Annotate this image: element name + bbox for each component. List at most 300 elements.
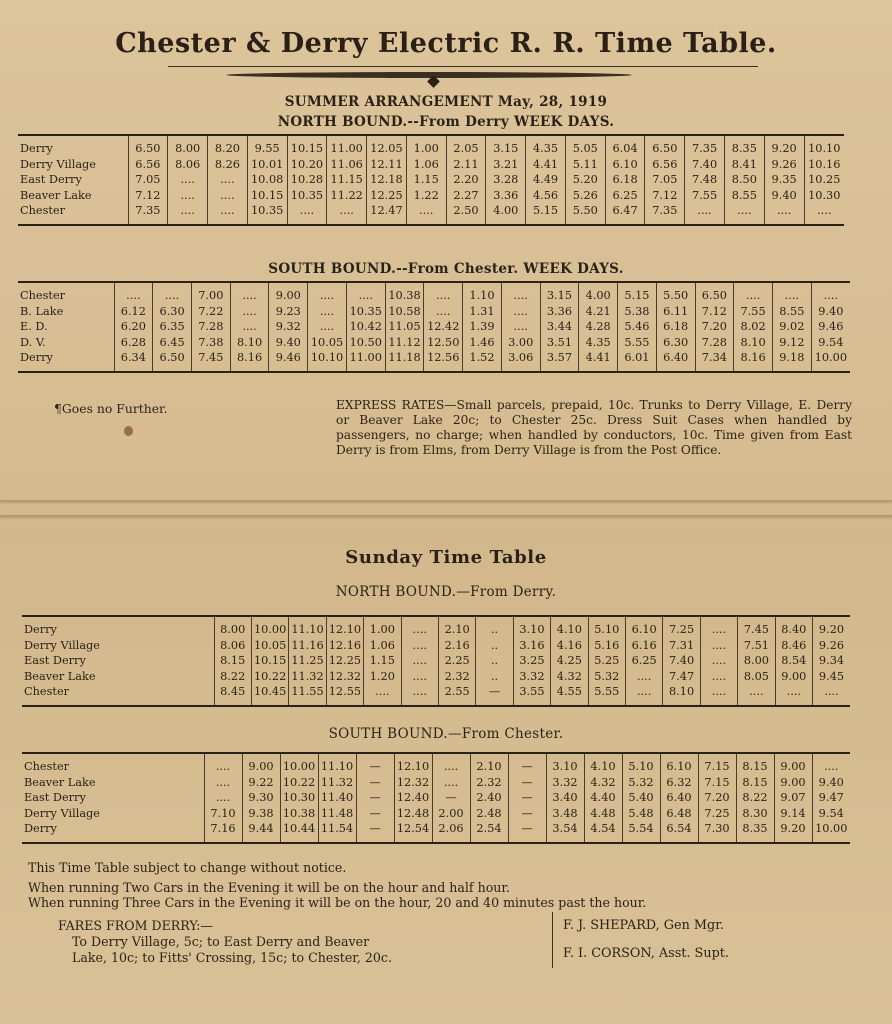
padding-cell — [356, 837, 394, 843]
padding-cell — [508, 837, 546, 843]
time-cell: 10.15 — [287, 141, 327, 157]
fares-heading: FARES FROM DERRY:— — [58, 918, 213, 933]
time-cell: 5.25 — [588, 653, 625, 669]
time-cell: 6.18 — [605, 172, 645, 188]
time-cell: 2.50 — [446, 203, 486, 219]
time-cell: 8.16 — [734, 350, 773, 366]
time-cell: 8.22 — [214, 669, 251, 685]
padding-cell — [438, 700, 475, 706]
table-row — [22, 759, 850, 775]
time-cell: .... — [501, 304, 540, 320]
table-row — [18, 203, 844, 219]
padding-cell — [546, 837, 584, 843]
time-cell: 12.40 — [394, 790, 432, 806]
time-cell: 9.40 — [269, 335, 308, 351]
time-cell: 5.05 — [565, 141, 605, 157]
time-cell: 3.25 — [513, 653, 550, 669]
time-cell: 1.06 — [406, 157, 446, 173]
time-cell: 11.22 — [327, 188, 367, 204]
time-cell: 11.54 — [318, 821, 356, 837]
time-cell: 11.48 — [318, 806, 356, 822]
time-cell: 4.35 — [526, 141, 566, 157]
weekday-north-heading: NORTH BOUND.--From Derry WEEK DAYS. — [277, 114, 615, 130]
table-row — [22, 684, 850, 700]
time-cell: 11.18 — [385, 350, 424, 366]
time-cell: 4.00 — [486, 203, 526, 219]
table-row — [22, 653, 850, 669]
time-cell: 10.08 — [247, 172, 287, 188]
title-underline — [168, 66, 758, 67]
padding-cell — [463, 366, 502, 372]
time-cell: 10.30 — [280, 790, 318, 806]
sunday-south-table — [22, 752, 850, 844]
time-cell: 10.16 — [804, 157, 844, 173]
time-cell: 8.10 — [663, 684, 700, 700]
table-padding-row — [18, 366, 850, 372]
sunday-title: Sunday Time Table — [345, 547, 547, 568]
time-cell: .... — [813, 684, 851, 700]
padding-cell — [698, 837, 736, 843]
time-cell: 10.05 — [308, 335, 347, 351]
time-cell: 7.34 — [695, 350, 734, 366]
time-cell: 10.38 — [385, 288, 424, 304]
time-cell: 5.32 — [588, 669, 625, 685]
padding-cell — [476, 700, 513, 706]
time-cell: 5.32 — [622, 775, 660, 791]
time-cell: 5.10 — [622, 759, 660, 775]
time-cell: .... — [401, 622, 438, 638]
padding-cell — [446, 219, 486, 225]
time-cell: 7.31 — [663, 638, 700, 654]
time-cell: 4.32 — [551, 669, 588, 685]
time-cell: 6.20 — [114, 319, 153, 335]
time-cell: 10.15 — [251, 653, 288, 669]
time-cell: 10.00 — [811, 350, 850, 366]
time-cell: 4.16 — [551, 638, 588, 654]
time-cell: .... — [230, 288, 269, 304]
general-manager: F. J. SHEPARD, Gen Mgr. — [563, 918, 724, 933]
padding-cell — [618, 366, 657, 372]
time-cell: 4.25 — [551, 653, 588, 669]
time-cell: 7.47 — [663, 669, 700, 685]
time-cell: 6.04 — [605, 141, 645, 157]
time-cell: .... — [772, 288, 811, 304]
padding-cell — [772, 366, 811, 372]
time-cell: 8.35 — [736, 821, 774, 837]
time-cell: 11.32 — [318, 775, 356, 791]
table-row — [22, 638, 850, 654]
time-cell: 7.20 — [695, 319, 734, 335]
time-cell: 6.10 — [660, 759, 698, 775]
time-cell: 10.25 — [804, 172, 844, 188]
time-cell: — — [356, 821, 394, 837]
time-cell: 3.44 — [540, 319, 579, 335]
time-cell: 10.28 — [287, 172, 327, 188]
time-cell: 8.02 — [734, 319, 773, 335]
time-cell: 12.32 — [394, 775, 432, 791]
sunday-north-table — [22, 615, 850, 707]
time-cell: .... — [308, 319, 347, 335]
time-cell: .... — [775, 684, 812, 700]
time-cell: 10.30 — [804, 188, 844, 204]
station-name: Derry — [24, 623, 57, 637]
time-cell: 11.15 — [327, 172, 367, 188]
time-cell: 3.15 — [486, 141, 526, 157]
time-cell: 9.40 — [812, 775, 850, 791]
express-rates: EXPRESS RATES—Small parcels, prepaid, 10c. Trunks to Derry Village, E. Derry or Beaver Lake 20c; to Chester 25c. Dress Suit Cases when handled by passengers, no charge; when handled by conductors, 10c. Time given from East Derry is from Elms, from Derry Village is from the Post Office. — [336, 398, 852, 457]
table-row — [22, 821, 850, 837]
time-cell: 5.54 — [622, 821, 660, 837]
time-cell: 1.22 — [406, 188, 446, 204]
time-cell: 5.50 — [565, 203, 605, 219]
time-cell: 10.35 — [247, 203, 287, 219]
time-cell: 8.05 — [738, 669, 775, 685]
time-cell: 8.06 — [168, 157, 208, 173]
time-cell: 9.38 — [242, 806, 280, 822]
time-cell: 10.35 — [287, 188, 327, 204]
time-cell: 4.10 — [551, 622, 588, 638]
time-cell: 7.20 — [698, 790, 736, 806]
time-cell: 1.20 — [364, 669, 401, 685]
time-cell: 2.55 — [438, 684, 475, 700]
station-name: East Derry — [20, 173, 82, 187]
time-cell: 9.34 — [813, 653, 851, 669]
padding-cell — [230, 366, 269, 372]
time-cell: .... — [230, 319, 269, 335]
time-cell: 11.00 — [346, 350, 385, 366]
padding-cell — [470, 837, 508, 843]
time-cell: 4.48 — [584, 806, 622, 822]
time-cell: 3.48 — [546, 806, 584, 822]
time-cell: 8.15 — [736, 759, 774, 775]
time-cell: 4.49 — [526, 172, 566, 188]
time-cell: 6.40 — [656, 350, 695, 366]
table-row — [22, 775, 850, 791]
time-cell: 10.35 — [346, 304, 385, 320]
time-cell: .... — [204, 775, 242, 791]
time-cell: 4.21 — [579, 304, 618, 320]
time-cell: 9.47 — [812, 790, 850, 806]
padding-cell — [287, 219, 327, 225]
padding-cell — [406, 219, 446, 225]
time-cell: 10.15 — [247, 188, 287, 204]
time-cell: 7.35 — [645, 203, 685, 219]
time-cell: 6.50 — [645, 141, 685, 157]
padding-cell — [153, 366, 192, 372]
time-cell: .... — [327, 203, 367, 219]
time-cell: 10.20 — [287, 157, 327, 173]
time-cell: 2.16 — [438, 638, 475, 654]
time-cell: 10.00 — [251, 622, 288, 638]
padding-cell — [22, 837, 204, 843]
time-cell: 12.05 — [367, 141, 407, 157]
time-cell: 10.22 — [251, 669, 288, 685]
time-cell: 3.10 — [546, 759, 584, 775]
station-name: Derry — [24, 822, 57, 836]
padding-cell — [22, 700, 214, 706]
time-cell: 6.47 — [605, 203, 645, 219]
time-cell: 7.45 — [191, 350, 230, 366]
time-cell: 4.54 — [584, 821, 622, 837]
time-cell: .... — [764, 203, 804, 219]
time-cell: 10.22 — [280, 775, 318, 791]
station-name: Chester — [24, 760, 70, 774]
officers-block — [552, 912, 729, 968]
time-cell: .... — [401, 638, 438, 654]
station-name: Beaver Lake — [24, 669, 96, 683]
time-cell: .... — [204, 790, 242, 806]
time-cell: 7.12 — [695, 304, 734, 320]
padding-cell — [308, 366, 347, 372]
time-cell: 9.40 — [764, 188, 804, 204]
table-row — [22, 669, 850, 685]
time-cell: 7.30 — [698, 821, 736, 837]
time-cell: 8.10 — [230, 335, 269, 351]
title-ornament — [226, 72, 632, 78]
table-row — [18, 172, 844, 188]
time-cell: 6.18 — [656, 319, 695, 335]
table-row — [18, 288, 850, 304]
time-cell: 2.05 — [446, 141, 486, 157]
weekday-south-heading: SOUTH BOUND.--From Chester. WEEK DAYS. — [268, 261, 624, 277]
summer-arrangement: SUMMER ARRANGEMENT May, 28, 1919 — [284, 94, 608, 110]
goes-no-further-note: ¶Goes no Further. — [54, 401, 168, 416]
time-cell: 7.48 — [685, 172, 725, 188]
padding-cell — [214, 700, 251, 706]
time-cell: 9.44 — [242, 821, 280, 837]
padding-cell — [513, 700, 550, 706]
padding-cell — [208, 219, 248, 225]
padding-cell — [364, 700, 401, 706]
table-row — [22, 622, 850, 638]
station-name: Derry — [20, 351, 53, 365]
time-cell: 9.26 — [813, 638, 851, 654]
time-cell: 9.23 — [269, 304, 308, 320]
padding-cell — [346, 366, 385, 372]
time-cell: 5.15 — [618, 288, 657, 304]
time-cell: 2.27 — [446, 188, 486, 204]
time-cell: 9.46 — [811, 319, 850, 335]
padding-cell — [774, 837, 812, 843]
time-cell: 2.25 — [438, 653, 475, 669]
time-cell: 6.10 — [625, 622, 662, 638]
time-cell: 6.12 — [114, 304, 153, 320]
time-cell: 7.40 — [685, 157, 725, 173]
time-cell: 11.10 — [318, 759, 356, 775]
time-cell: 6.54 — [660, 821, 698, 837]
padding-cell — [734, 366, 773, 372]
change-notice: This Time Table subject to change without notice. — [28, 860, 347, 875]
time-cell: 5.38 — [618, 304, 657, 320]
time-cell: 3.55 — [513, 684, 550, 700]
time-cell: 12.54 — [394, 821, 432, 837]
station-name: Beaver Lake — [24, 775, 96, 789]
padding-cell — [280, 837, 318, 843]
time-cell: 12.56 — [424, 350, 463, 366]
weekday-north-table — [18, 134, 844, 226]
time-cell: 5.48 — [622, 806, 660, 822]
padding-cell — [584, 837, 622, 843]
padding-cell — [565, 219, 605, 225]
table-row — [18, 157, 844, 173]
time-cell: 6.30 — [656, 335, 695, 351]
time-cell: 11.55 — [289, 684, 326, 700]
time-cell: 2.00 — [432, 806, 470, 822]
time-cell: 11.00 — [327, 141, 367, 157]
time-cell: 3.36 — [486, 188, 526, 204]
time-cell: 7.35 — [685, 141, 725, 157]
time-cell: 8.00 — [168, 141, 208, 157]
time-cell: 10.00 — [812, 821, 850, 837]
padding-cell — [605, 219, 645, 225]
time-cell: 1.15 — [364, 653, 401, 669]
time-cell: 6.56 — [645, 157, 685, 173]
time-cell: 9.00 — [242, 759, 280, 775]
time-cell: 7.28 — [191, 319, 230, 335]
time-cell: — — [508, 790, 546, 806]
time-cell: 3.00 — [501, 335, 540, 351]
time-cell: 9.20 — [764, 141, 804, 157]
time-cell: 8.20 — [208, 141, 248, 157]
time-cell: 8.26 — [208, 157, 248, 173]
time-cell: 4.41 — [579, 350, 618, 366]
time-cell: 4.35 — [579, 335, 618, 351]
time-cell: .... — [738, 684, 775, 700]
time-cell: 7.45 — [738, 622, 775, 638]
fares-block — [58, 918, 392, 966]
time-cell: 8.41 — [724, 157, 764, 173]
time-cell: 3.21 — [486, 157, 526, 173]
padding-cell — [764, 219, 804, 225]
time-cell: 9.45 — [813, 669, 851, 685]
time-cell: 10.10 — [308, 350, 347, 366]
time-cell: 6.11 — [656, 304, 695, 320]
time-cell: 8.30 — [736, 806, 774, 822]
time-cell: 9.00 — [774, 759, 812, 775]
time-cell: 7.22 — [191, 304, 230, 320]
table-row — [18, 188, 844, 204]
table-row — [18, 304, 850, 320]
time-cell: .... — [685, 203, 725, 219]
time-cell: .... — [501, 288, 540, 304]
time-cell: 6.34 — [114, 350, 153, 366]
time-cell: 12.11 — [367, 157, 407, 173]
time-cell: 9.00 — [775, 669, 812, 685]
fares-line: To Derry Village, 5c; to East Derry and Beaver — [72, 934, 370, 949]
station-name: E. D. — [20, 320, 48, 334]
time-cell: 1.31 — [463, 304, 502, 320]
station-name: B. Lake — [20, 304, 64, 318]
padding-cell — [269, 366, 308, 372]
time-cell: 9.14 — [774, 806, 812, 822]
time-cell: 6.35 — [153, 319, 192, 335]
time-cell: 2.40 — [470, 790, 508, 806]
time-cell: 7.38 — [191, 335, 230, 351]
time-cell: .... — [432, 775, 470, 791]
padding-cell — [191, 366, 230, 372]
time-cell: .... — [168, 172, 208, 188]
time-cell: 7.15 — [698, 775, 736, 791]
time-cell: 6.50 — [128, 141, 168, 157]
time-cell: 5.46 — [618, 319, 657, 335]
time-cell: 12.55 — [326, 684, 363, 700]
time-cell: 9.54 — [812, 806, 850, 822]
time-cell: 11.06 — [327, 157, 367, 173]
table-padding-row — [22, 837, 850, 843]
page-title: Chester & Derry Electric R. R. Time Table. — [115, 28, 777, 59]
time-cell: 8.55 — [772, 304, 811, 320]
time-cell: .... — [308, 288, 347, 304]
time-cell: 6.32 — [660, 775, 698, 791]
padding-cell — [128, 219, 168, 225]
time-cell: 1.00 — [364, 622, 401, 638]
time-cell: 7.16 — [204, 821, 242, 837]
time-cell: 5.16 — [588, 638, 625, 654]
table-row — [18, 141, 844, 157]
time-cell: .... — [625, 669, 662, 685]
padding-cell — [424, 366, 463, 372]
time-cell: 9.20 — [813, 622, 851, 638]
table-row — [22, 806, 850, 822]
time-cell: 6.50 — [153, 350, 192, 366]
time-cell: 6.25 — [625, 653, 662, 669]
time-cell: 4.00 — [579, 288, 618, 304]
padding-cell — [685, 219, 725, 225]
padding-cell — [579, 366, 618, 372]
sunday-south-heading: SOUTH BOUND.—From Chester. — [328, 726, 564, 742]
station-name: Chester — [24, 685, 70, 699]
time-cell: 3.10 — [513, 622, 550, 638]
time-cell: 2.48 — [470, 806, 508, 822]
time-cell: 4.56 — [526, 188, 566, 204]
time-cell: .... — [168, 203, 208, 219]
station-name: D. V. — [20, 335, 46, 349]
time-cell: 8.15 — [736, 775, 774, 791]
time-cell: .... — [208, 203, 248, 219]
weekday-south-table — [18, 281, 850, 373]
padding-cell — [18, 366, 114, 372]
padding-cell — [738, 700, 775, 706]
time-cell: 5.55 — [588, 684, 625, 700]
padding-cell — [811, 366, 850, 372]
time-cell: .... — [364, 684, 401, 700]
time-cell: 12.47 — [367, 203, 407, 219]
time-cell: 1.10 — [463, 288, 502, 304]
time-cell: — — [356, 775, 394, 791]
time-cell: 2.06 — [432, 821, 470, 837]
time-cell: 1.00 — [406, 141, 446, 157]
station-name: East Derry — [24, 654, 86, 668]
time-cell: 3.16 — [513, 638, 550, 654]
time-cell: 7.25 — [663, 622, 700, 638]
time-cell: .. — [476, 622, 513, 638]
paper-fold — [0, 500, 892, 502]
time-cell: 9.07 — [774, 790, 812, 806]
time-cell: 11.25 — [289, 653, 326, 669]
time-cell: 9.55 — [247, 141, 287, 157]
time-cell: 8.35 — [724, 141, 764, 157]
padding-cell — [204, 837, 242, 843]
time-cell: 5.26 — [565, 188, 605, 204]
padding-cell — [18, 219, 128, 225]
fares-line: Lake, 10c; to Fitts' Crossing, 15c; to Chester, 20c. — [72, 950, 392, 965]
time-cell: 10.10 — [804, 141, 844, 157]
time-cell: .... — [114, 288, 153, 304]
time-cell: — — [476, 684, 513, 700]
time-cell: 7.35 — [128, 203, 168, 219]
time-cell: 2.10 — [470, 759, 508, 775]
time-cell: 7.55 — [685, 188, 725, 204]
